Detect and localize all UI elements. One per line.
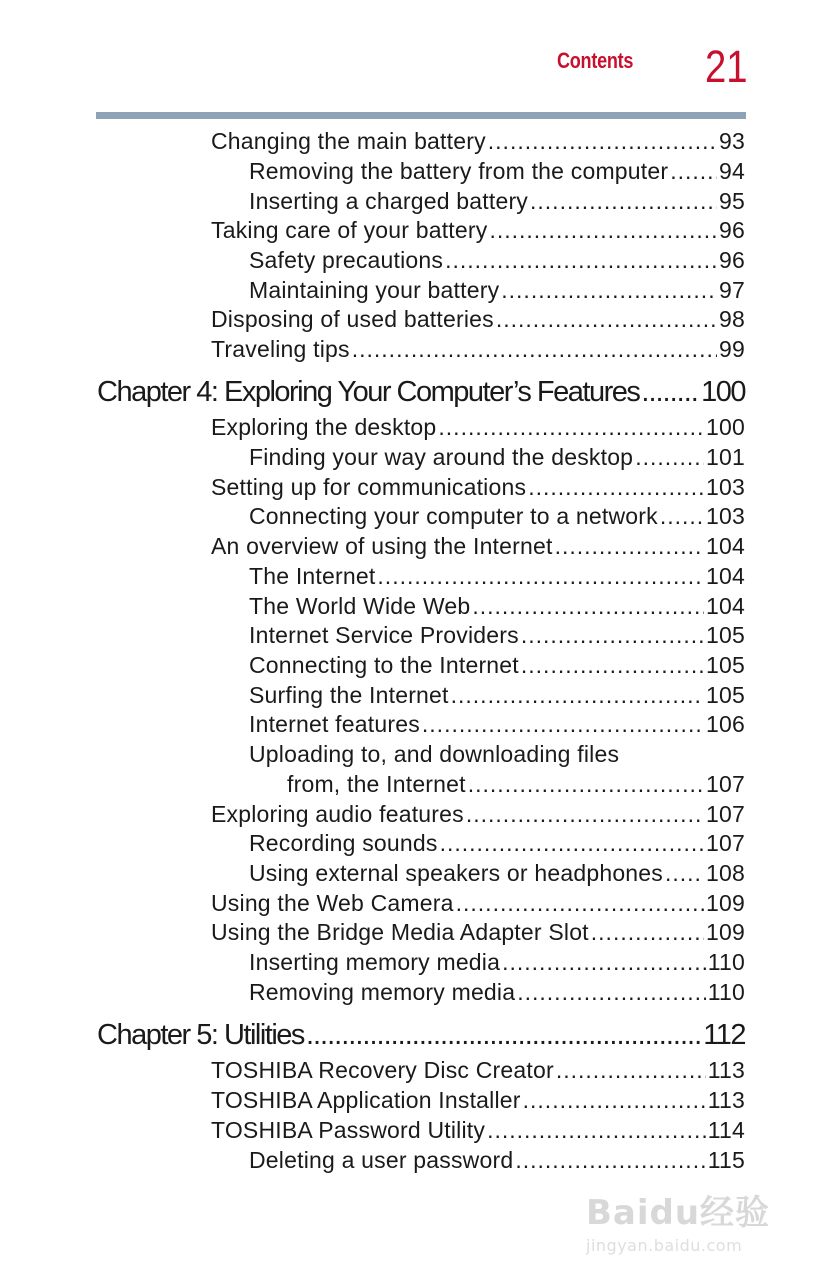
toc-entry[interactable] [249, 444, 745, 474]
toc-entry[interactable] [249, 1147, 745, 1177]
toc-entry-title: Surfing the Internet [249, 682, 449, 708]
toc-entry-page: 113 [707, 1087, 745, 1113]
chapter-page: 112 [703, 1019, 745, 1051]
toc-entry-page: 115 [707, 1147, 745, 1173]
toc-entry-title: Traveling tips [211, 336, 350, 362]
toc-entry-title: Disposing of used batteries [211, 306, 494, 332]
toc-entry-title: Connecting to the Internet [249, 652, 519, 678]
toc-entry-page: 105 [706, 682, 745, 708]
toc-entry-title: Maintaining your battery [249, 277, 500, 303]
toc-entry[interactable] [211, 1057, 745, 1087]
toc-entry-title: Safety precautions [249, 247, 444, 273]
toc-entry-page: 95 [719, 188, 745, 214]
toc-entry[interactable] [211, 306, 745, 336]
toc-entry-title: An overview of using the Internet [211, 533, 553, 559]
toc-entry[interactable] [287, 771, 745, 801]
toc-entry-page: 93 [719, 128, 745, 154]
toc-entry-title: Internet features [249, 711, 420, 737]
toc-entry[interactable] [211, 533, 745, 563]
toc-entry[interactable] [249, 979, 745, 1009]
page-number: 21 [705, 41, 748, 92]
toc-entry-title: Using the Bridge Media Adapter Slot [211, 919, 589, 945]
toc-entry[interactable] [249, 622, 745, 652]
toc-entry-title: TOSHIBA Recovery Disc Creator [211, 1057, 554, 1083]
section-label: Contents [557, 48, 634, 73]
toc-entry[interactable] [249, 277, 745, 307]
toc-entry-page: 97 [719, 277, 745, 303]
toc-entry-title: Connecting your computer to a network [249, 503, 658, 529]
toc-entry-title: Removing the battery from the computer [249, 158, 669, 184]
toc-entry[interactable] [211, 217, 745, 247]
toc-entry[interactable] [211, 336, 745, 366]
toc-chapter-4[interactable] [97, 376, 745, 412]
toc-entry-page: 104 [706, 593, 745, 619]
toc-entry[interactable] [211, 128, 745, 158]
toc-entry-page: 114 [707, 1117, 745, 1143]
toc-entry-page: 110 [707, 979, 745, 1005]
toc-entry[interactable] [211, 919, 745, 949]
toc-entry-page: 107 [706, 830, 745, 856]
chapter-page: 100 [701, 376, 745, 408]
toc-entry-title: Deleting a user password [249, 1147, 514, 1173]
toc-entry-title: The Internet [249, 563, 376, 589]
toc-entry-page: 100 [706, 414, 745, 440]
toc-entry-page: 96 [719, 217, 745, 243]
toc-entry-title: from, the Internet [287, 771, 466, 797]
toc-entry-page: 104 [706, 533, 745, 559]
toc-entry-title: TOSHIBA Password Utility [211, 1117, 486, 1143]
toc-entry-title: Inserting memory media [249, 949, 501, 975]
toc-entry[interactable] [211, 890, 745, 920]
watermark [586, 1185, 776, 1255]
toc-entry-title: Finding your way around the desktop [249, 444, 634, 470]
toc-entry-page: 105 [706, 622, 745, 648]
toc-entry[interactable] [249, 247, 745, 277]
toc-entry-page: 104 [706, 563, 745, 589]
toc-entry-title: Using the Web Camera [211, 890, 454, 916]
toc-entry-title: Exploring the desktop [211, 414, 437, 440]
toc-entry[interactable] [249, 563, 745, 593]
toc-entry-title: Changing the main battery [211, 128, 486, 154]
chapter-title: Chapter 4: Exploring Your Computer’s Features [97, 376, 640, 408]
toc-entry-title: Internet Service Providers [249, 622, 519, 648]
toc-entry[interactable] [211, 474, 745, 504]
toc-entry[interactable] [249, 949, 745, 979]
toc-entry[interactable] [249, 503, 745, 533]
toc-entry-page: 106 [706, 711, 745, 737]
toc-entry-title: Exploring audio features [211, 801, 464, 827]
toc-entry-page: 94 [719, 158, 745, 184]
toc-entry-title: Inserting a charged battery [249, 188, 529, 214]
toc-entry-page: 105 [706, 652, 745, 678]
chapter-title: Chapter 5: Utilities [97, 1019, 304, 1051]
toc-entry[interactable] [211, 801, 745, 831]
toc-entry-title-line1[interactable]: Uploading to, and downloading files [249, 741, 620, 767]
toc-entry[interactable] [249, 711, 745, 741]
watermark-url: jingyan.baidu.com [586, 1236, 743, 1255]
toc-entry-title: Setting up for communications [211, 474, 527, 500]
toc-entry-title: The World Wide Web [249, 593, 471, 619]
toc-entry[interactable] [211, 414, 745, 444]
toc-entry[interactable] [211, 1117, 745, 1147]
toc-entry[interactable] [249, 652, 745, 682]
toc-entry[interactable] [249, 188, 745, 218]
toc-entry-page: 107 [706, 801, 745, 827]
toc-entry-page: 103 [706, 474, 745, 500]
toc-entry-page: 109 [706, 890, 745, 916]
toc-entry-page: 110 [707, 949, 745, 975]
toc-entry[interactable] [211, 1087, 745, 1117]
toc-entry-page: 103 [706, 503, 745, 529]
toc-chapter-5[interactable] [97, 1019, 745, 1055]
toc-entry[interactable] [249, 682, 745, 712]
toc-entry-page: 108 [706, 860, 745, 886]
watermark-logo: Baidu经验 [586, 1193, 771, 1233]
toc-entry[interactable] [249, 830, 745, 860]
toc-entry-page: 109 [706, 919, 745, 945]
toc-entry-page: 107 [706, 771, 745, 797]
toc-entry-title: Taking care of your battery [211, 217, 488, 243]
toc-entry-title: Removing memory media [249, 979, 516, 1005]
toc-entry-title: Using external speakers or headphones [249, 860, 663, 886]
toc-entry-page: 98 [719, 306, 745, 332]
toc-entry-page: 96 [719, 247, 745, 273]
toc-entry-page: 101 [706, 444, 745, 470]
header-rule [96, 112, 746, 119]
toc-entry-title: TOSHIBA Application Installer [211, 1087, 521, 1113]
toc-entry[interactable] [249, 860, 745, 890]
toc-entry-page: 99 [719, 336, 745, 362]
toc-entry-title: Recording sounds [249, 830, 438, 856]
toc-entry[interactable] [249, 593, 745, 623]
toc-entry-page: 113 [707, 1057, 745, 1083]
toc-entry[interactable] [249, 158, 745, 188]
